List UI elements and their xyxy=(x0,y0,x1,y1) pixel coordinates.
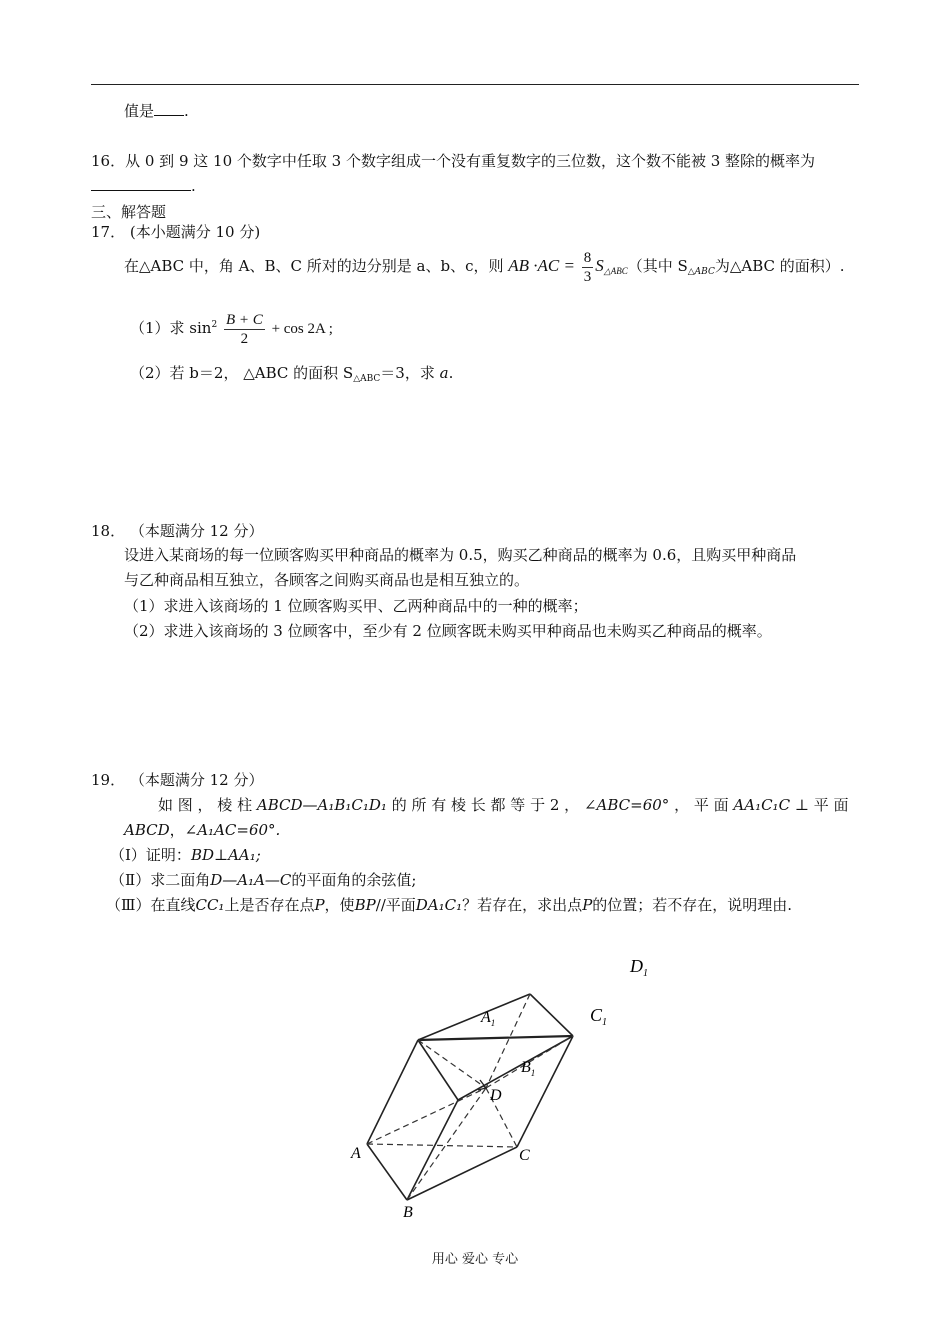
edge-a1-b1 xyxy=(418,1040,458,1100)
label-b1: $B_1$ xyxy=(521,1059,536,1078)
edge-b1-c1 xyxy=(458,1036,573,1100)
diag-b-d-hidden xyxy=(407,1088,486,1200)
edge-b1-b xyxy=(407,1100,458,1200)
edge-a-d-hidden xyxy=(367,1088,486,1144)
page-footer: 用心 爱心 专心 xyxy=(431,1252,519,1267)
fraction: $\frac{B + C}{2}$ xyxy=(225,311,263,347)
edge-b-c xyxy=(407,1147,517,1200)
label-d: D xyxy=(490,1087,502,1104)
top-line: 值是 . xyxy=(124,102,189,120)
fraction: $\frac{8}{3}$ xyxy=(583,249,592,285)
label-c: C xyxy=(519,1147,530,1164)
q18-part1: （1）求进入该商场的 1 位顾客购买甲、乙两种商品中的一种的概率； xyxy=(124,597,588,615)
q19-part2: （Ⅱ）求二面角D—A₁A—C的平面角的余弦值; xyxy=(110,871,417,889)
q18-part2: （2）求进入该商场的 3 位顾客中，至少有 2 位顾客既未购买甲种商品也未购买乙种商品的概率。 xyxy=(124,622,772,640)
q17-statement: 在△ABC 中，角 A、B、C 所对的边分别是 a、b、c，则 AB ·AC = $\frac{8}{3}$ $S_{\triangle ABC}$（其中 $S_{\triangle ABC}$为△ABC 的面积）. xyxy=(124,249,845,285)
label-c1: $C_1$ xyxy=(590,1005,608,1028)
edge-a1-d1 xyxy=(418,994,530,1040)
q18-line1: 设进入某商场的每一位顾客购买甲种商品的概率为 0.5，购买乙种商品的概率为 0.6，且购买甲种商品 xyxy=(124,546,797,564)
vector-expression: AB ·AC = xyxy=(508,256,575,275)
label-d1: $D_1$ xyxy=(630,956,648,979)
q19-part1: （Ⅰ）证明：BD⊥AA₁; xyxy=(110,846,261,864)
q18-header: 18． （本题满分 12 分） xyxy=(91,522,264,540)
q17-header: 17． (本小题满分 10 分) xyxy=(91,223,261,241)
q16-answer-line: . xyxy=(91,176,196,196)
label-a1: $A_1$ xyxy=(481,1009,496,1028)
edge-c1-c xyxy=(517,1036,573,1147)
diag-a-c-hidden xyxy=(367,1144,517,1147)
edge-a-b xyxy=(367,1144,407,1200)
q19-line1: 如 图 ， 棱 柱 ABCD—A₁B₁C₁D₁ 的 所 有 棱 长 都 等 于 2 ， ∠ABC=60° ， 平 面 AA₁C₁C ⊥ 平 面 xyxy=(158,796,849,814)
section-title: 三、解答题 xyxy=(91,203,167,221)
q16-text: 16．从 0 到 9 这 10 个数字中任取 3 个数字组成一个没有重复数字的三位数，这个数不能被 3 整除的概率为 xyxy=(91,152,816,170)
edge-a1-a xyxy=(367,1040,418,1144)
q19-header: 19． （本题满分 12 分） xyxy=(91,771,264,789)
q17-part1: （1）求 $\sin^2$ $\frac{B + C}{2}$ + cos 2A ; xyxy=(130,311,333,347)
label-b: B xyxy=(403,1204,413,1221)
edge-a1-c1 xyxy=(418,1036,573,1040)
q19-part3: （Ⅲ）在直线CC₁上是否存在点P，使BP//平面DA₁C₁？若存在，求出点P的位置；若不存在，说明理由. xyxy=(106,896,793,914)
q17-part2: （2）若 b＝2， △ABC 的面积 $S_{\triangle ABC}=3$，求 a. xyxy=(130,364,454,384)
q18-line2: 与乙种商品相互独立，各顾客之间购买商品也是相互独立的。 xyxy=(124,571,530,589)
q19-line2: ABCD，∠A₁AC=60°. xyxy=(124,821,281,839)
edge-a1-d-hidden xyxy=(418,1040,486,1088)
label-a: A xyxy=(351,1145,361,1162)
edge-d1-c1 xyxy=(530,994,573,1036)
